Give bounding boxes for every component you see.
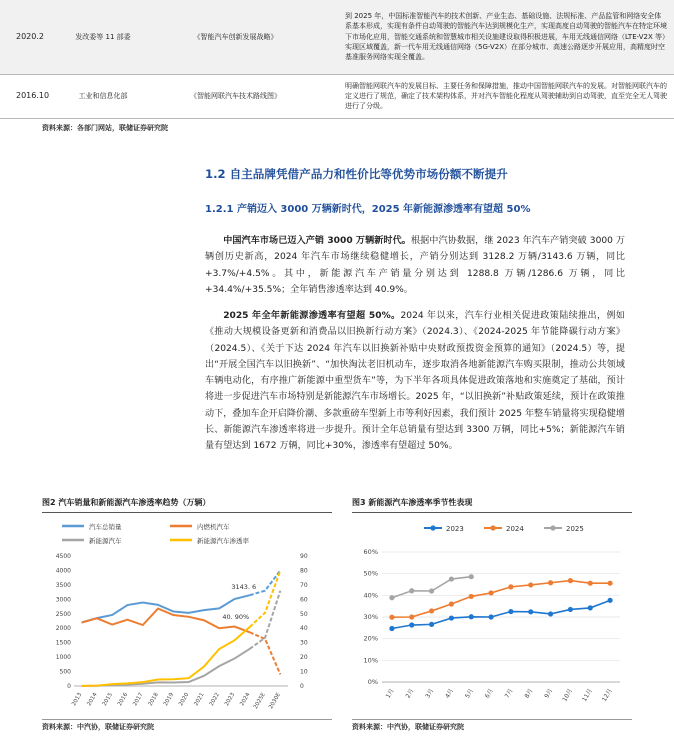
figure2-chart [42, 514, 332, 719]
y-right-tick-label: 70 [300, 581, 308, 589]
data-point [389, 626, 394, 631]
x-tick-label: 9月 [543, 687, 555, 700]
x-tick-label: 6月 [483, 687, 495, 700]
y-left-tick-label: 4500 [55, 553, 71, 560]
paragraph-nev-outlook [205, 308, 625, 455]
series-line [392, 581, 610, 618]
y-tick-label: 60% [363, 548, 378, 556]
data-point [449, 615, 454, 620]
legend-label: 2025 [566, 525, 584, 533]
x-tick-label: 7月 [503, 687, 515, 700]
data-point [449, 601, 454, 606]
data-point [588, 581, 593, 586]
data-point [607, 598, 612, 603]
table-source-note: 资料来源：各部门网站，联储证券研究院 [42, 124, 168, 132]
section-heading: 1.2 自主品牌凭借产品力和性价比等优势市场份额不断提升 [205, 167, 508, 181]
policy-org: 发改委等 11 部委 [68, 0, 138, 74]
x-tick-label: 2016 [117, 692, 130, 708]
y-right-tick-label: 10 [300, 668, 308, 676]
data-point [588, 605, 593, 610]
data-point [528, 609, 533, 614]
figure3-source: 资料来源：中汽协，联储证券研究院 [352, 723, 464, 731]
paragraph-body: 2024 年以来，汽车行业相关促进政策陆续推出，例如《推动大规模设备更新和消费品以旧换新行动方案》（2024.3）、《2024-2025 年节能降碳行动方案》（2024.5）、《关于下达 2024 年汽车以旧换新补贴中央财政预拨资金预算的通知》（2024.5）等，提出“开展全国汽车以旧换新”、“加快淘汰老旧机动车，逐步取消各地新能源汽车购买限制，推动公共领域车辆电动化，有序推广新能源中重型货车”等，为下半年各项具体促进政策落地和实施奠定了基础，预计将进一步促进汽车市场特别是新能源汽车市场增长。2025 年，“以旧换新”补贴政策延续，预计在政策推动下，叠加车企开启降价潮、多款重磅车型新上市等利好因素，我们预计 2025 年整车销量将实现稳健增长、新能源汽车渗透率将进一步提升。预计全年总销量有望达到 3300 万辆，同比+5%；新能源汽车销量有望达到 1672 万辆，同比+30%，渗透率有望超过 50%。 [205, 311, 625, 452]
figure2-top-rule [42, 512, 332, 513]
y-left-tick-label: 2000 [55, 625, 71, 633]
paragraph-body: 根据中汽协数据，继 2023 年汽车产销突破 3000 万辆创历史新高，2024 年汽车市场继续稳健增长，产销分别达到 3128.2 万辆/3143.6 万辆，同比+3.7%/+4.5%。其中，新能源汽车产销量分别达到 1288.8 万辆/1286.6 万辆，同比+34.4%/+35.5%；全年销售渗透率达到 40.9%。 [205, 236, 625, 295]
series-forecast-line [250, 591, 281, 649]
legend-label: 新能源汽车 [89, 537, 122, 545]
policy-row [0, 74, 674, 118]
data-point [548, 611, 553, 616]
data-point [429, 608, 434, 613]
y-right-tick-label: 90 [300, 553, 308, 560]
legend-marker [430, 525, 435, 530]
data-point [429, 588, 434, 593]
y-left-tick-label: 0 [67, 683, 71, 690]
policy-date: 2020.2 [0, 0, 68, 74]
paragraph-lead: 中国汽车市场已迈入产销 3000 万辆新时代。 [223, 236, 411, 246]
figure3-chart [352, 514, 632, 719]
legend-label: 新能源汽车渗透率 [197, 537, 249, 545]
figure2-title: 图2 汽车销量和新能源汽车渗透率趋势（万辆） [42, 498, 211, 507]
x-tick-label: 2015 [101, 692, 114, 708]
x-tick-label: 2022 [208, 692, 221, 708]
y-left-tick-label: 3000 [55, 596, 71, 604]
data-point [508, 584, 513, 589]
data-point [389, 595, 394, 600]
policy-document: 《智能汽车创新发展战略》 [138, 0, 333, 74]
policy-row [0, 0, 674, 74]
x-tick-label: 5月 [464, 687, 475, 700]
series-line [82, 627, 250, 686]
annotation-penetration: 40. 90% [222, 612, 250, 621]
data-point [409, 588, 414, 593]
data-point [488, 614, 493, 619]
policy-table [0, 0, 674, 119]
y-left-tick-label: 500 [59, 668, 71, 676]
subsection-heading: 1.2.1 产销迈入 3000 万辆新时代，2025 年新能源渗透率有望超 50% [205, 204, 531, 215]
legend-marker [490, 525, 495, 530]
x-tick-label: 2013 [71, 692, 84, 708]
y-right-tick-label: 0 [300, 683, 304, 690]
y-right-tick-label: 50 [300, 610, 308, 618]
data-point [449, 576, 454, 581]
policy-org: 工业和信息化部 [68, 74, 138, 118]
data-point [568, 578, 573, 583]
x-tick-label: 2024 [239, 692, 252, 708]
policy-content: 到 2025 年，中国标准智能汽车的技术创新、产业生态、基础设施、法规标准、产品监管和网络安全体系基本形成，实现有条件自动驾驶的智能汽车达到规模化生产，实现高度自动驾驶的智能汽车在特定环境下市场化应用，智能交通系统和智慧城市相关设施建设取得积极进展，车用无线通信网络（LTE-V2X 等）实现区域覆盖，新一代车用无线通信网络（5G-V2X）在部分城市、高速公路逐步开展应用，高精度时空基准服务网络实现全覆盖。 [333, 0, 674, 74]
y-tick-label: 20% [363, 634, 378, 643]
series-line [392, 600, 610, 628]
x-tick-label: 2025E [252, 692, 267, 711]
data-point [469, 614, 474, 619]
figure2-bottom-rule [42, 719, 332, 720]
legend-label: 2024 [506, 525, 524, 533]
y-right-tick-label: 40 [300, 625, 308, 633]
legend-label: 汽车总销量 [89, 523, 122, 531]
x-tick-label: 2017 [132, 692, 145, 708]
data-point [469, 574, 474, 579]
x-tick-label: 3月 [424, 687, 436, 700]
y-left-tick-label: 3500 [55, 581, 71, 589]
x-tick-label: 10月 [561, 687, 575, 703]
y-right-tick-label: 30 [300, 639, 308, 647]
x-tick-label: 2030E [268, 692, 283, 711]
data-point [568, 607, 573, 612]
data-point [548, 580, 553, 585]
series-forecast-line [250, 570, 281, 626]
data-point [528, 582, 533, 587]
x-tick-label: 1月 [384, 687, 396, 700]
y-tick-label: 30% [363, 613, 378, 621]
x-tick-label: 2019 [162, 692, 176, 708]
legend-marker [550, 525, 555, 530]
series-line [392, 577, 471, 598]
data-point [389, 615, 394, 620]
y-tick-label: 10% [363, 656, 378, 665]
data-point [469, 594, 474, 599]
data-point [429, 622, 434, 627]
data-point [607, 581, 612, 586]
y-left-tick-label: 1000 [55, 654, 71, 662]
y-right-tick-label: 80 [300, 567, 308, 575]
y-right-tick-label: 60 [300, 596, 308, 604]
x-tick-label: 2018 [147, 692, 160, 708]
annotation-total-sales: 3143. 6 [231, 583, 257, 592]
x-tick-label: 2014 [86, 692, 99, 708]
y-right-tick-label: 20 [300, 654, 308, 662]
figure3-top-rule [352, 512, 632, 513]
figure3-bottom-rule [352, 719, 632, 720]
x-tick-label: 2023 [224, 692, 237, 708]
x-tick-label: 8月 [523, 687, 535, 700]
policy-date: 2016.10 [0, 74, 68, 118]
series-line [82, 649, 250, 686]
data-point [409, 622, 414, 627]
y-left-tick-label: 4000 [55, 567, 71, 575]
x-tick-label: 12月 [600, 687, 614, 703]
x-tick-label: 4月 [444, 687, 456, 700]
y-tick-label: 40% [363, 591, 378, 600]
y-left-tick-label: 2500 [55, 610, 71, 618]
y-left-tick-label: 1500 [55, 639, 71, 647]
y-tick-label: 50% [363, 569, 378, 578]
data-point [508, 609, 513, 614]
legend-label: 内燃机汽车 [197, 523, 230, 531]
paragraph-lead: 2025 年全年新能源渗透率有望超 50%。 [223, 311, 401, 321]
x-tick-label: 11月 [581, 687, 594, 703]
x-tick-label: 2月 [404, 687, 416, 700]
figure2-source: 资料来源：中汽协，联储证券研究院 [42, 723, 154, 731]
x-tick-label: 2021 [193, 692, 206, 708]
data-point [488, 590, 493, 595]
policy-document: 《智能网联汽车技术路线图》 [138, 74, 333, 118]
y-tick-label: 0% [367, 678, 378, 686]
legend-label: 2023 [446, 525, 464, 533]
data-point [409, 614, 414, 619]
figure3-title: 图3 新能源汽车渗透率季节性表现 [352, 498, 473, 507]
x-tick-label: 2020 [178, 692, 191, 708]
paragraph-market-size [205, 233, 625, 298]
policy-content: 明确智能网联汽车的发展目标、主要任务和保障措施，推动中国智能网联汽车的发展。对智能网联汽车的定义进行了规范，确定了技术架构体系，并对汽车智能化程度从驾驶辅助到自动驾驶，直至完全无人驾驶进行了分级。 [333, 74, 674, 118]
